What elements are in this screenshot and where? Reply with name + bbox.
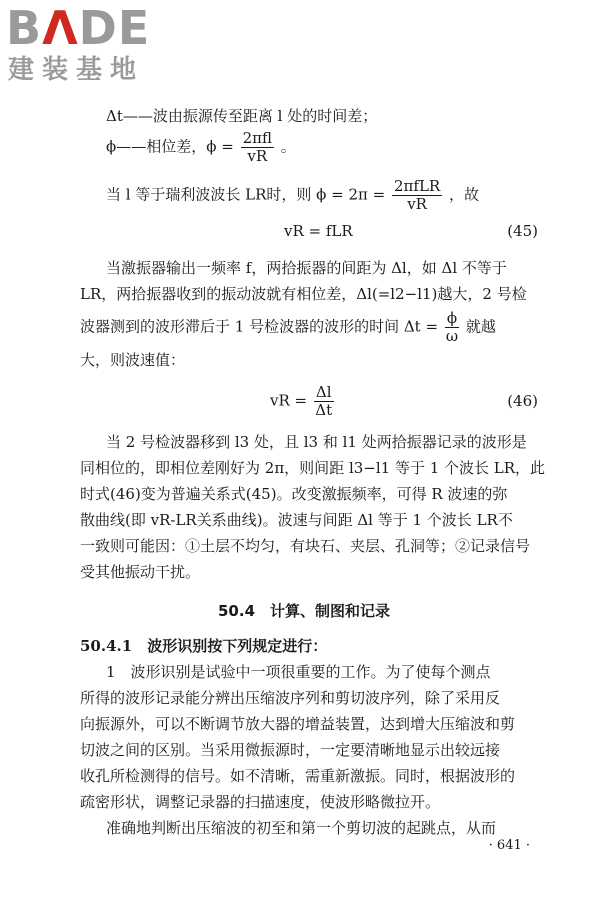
definition-delta-t: Δt——波由振源传至距离 l 处的时间差；: [106, 107, 378, 125]
paragraph-2-line-1: 当激振器输出一频率 f，两拾振器的间距为 Δl，如 Δl 不等于: [106, 259, 507, 277]
clause-50-4-1: 50.4.1 波形识别按下列规定进行：: [80, 637, 328, 655]
clause-text-line-4: 切波之间的区别。当采用微振源时，一定要清晰地显示出较远接: [80, 741, 501, 759]
clause-text-line-1: 1 波形识别是试验中一项很重要的工作。为了使每个测点: [106, 663, 491, 681]
clause-text-line-2: 所得的波形记录能分辨出压缩波序列和剪切波序列，除了采用反: [80, 689, 501, 707]
delay-text: 波器测到的波形滞后于 1 号检波器的波形的时间 Δt =: [80, 317, 439, 336]
delay-fraction: [445, 310, 459, 345]
paragraph-3-line-6: 受其他振动干扰。: [80, 563, 201, 581]
paragraph-3-line-3: 时式(46)变为普遍关系式(45)。改变激振频率，可得 R 波速的弥: [80, 485, 508, 503]
clause-text-line-5: 收孔所检测得的信号。如不清晰，需重新激振。同时，根据波形的: [80, 767, 516, 785]
delay-end: 就越: [465, 317, 496, 336]
paragraph-2-line-4: 大，则波速值：: [80, 351, 186, 369]
equation-45-number: (45): [507, 222, 538, 240]
paragraph-2-line-2: LR，两拾振器收到的振动波就有相位差，Δl(=l2−l1)越大，2 号检: [80, 285, 527, 303]
rayleigh-fraction: [392, 178, 442, 213]
rayleigh-denominator: vR: [407, 195, 427, 213]
page-number: · 641 ·: [488, 838, 530, 853]
section-heading-50-4: 50.4 计算、制图和记录: [218, 602, 391, 620]
equation-46-number: (46): [507, 392, 538, 410]
paragraph-3-line-4: 散曲线(即 vR-LR关系曲线)。波速与间距 Δl 等于 1 个波长 LR不: [80, 511, 513, 529]
phi-denominator: vR: [247, 147, 268, 165]
eq46-fraction: [314, 384, 334, 419]
phi-text: ϕ——相位差，ϕ =: [106, 137, 234, 156]
rayleigh-numerator: 2πfLR: [393, 177, 441, 195]
delay-numerator: ϕ: [446, 309, 458, 327]
rayleigh-condition: [106, 178, 479, 213]
equation-46: [270, 384, 336, 419]
logo-letters: BΛDE: [6, 1, 151, 55]
clause-text-line-6: 疏密形状，调整记录器的扫描速度，使波形略微拉开。: [80, 793, 441, 811]
phi-numerator: 2πfl: [242, 129, 272, 147]
paragraph-3-line-5: 一致则可能因：①土层不均匀，有块石、夹层、孔洞等；②记录信号: [80, 537, 531, 555]
phi-fraction: [241, 130, 274, 165]
rayleigh-text: 当 l 等于瑞利波波长 LR时，则 ϕ = 2π =: [106, 185, 386, 204]
clause-text-line-3: 向振源外，可以不断调节放大器的增益装置，达到增大压缩波和剪: [80, 715, 516, 733]
paragraph-2-line-3: [80, 310, 496, 345]
eq46-denominator: Δt: [315, 401, 333, 419]
paragraph-3-line-1: 当 2 号检波器移到 l3 处，且 l3 和 l1 处两拾振器记录的波形是: [106, 433, 527, 451]
paragraph-3-line-2: 同相位的，即相位差刚好为 2π，则间距 l3−l1 等于 1 个波长 LR，此: [80, 459, 546, 477]
definition-phi: [106, 130, 296, 165]
rayleigh-end: ，故: [448, 185, 479, 204]
eq46-numerator: Δl: [315, 383, 332, 401]
bade-logo: [6, 1, 186, 88]
eq46-lhs: vR =: [270, 391, 308, 410]
phi-end: 。: [280, 137, 296, 156]
equation-45: vR = fLR: [284, 222, 353, 240]
clause-text-line-7: 准确地判断出压缩波的初至和第一个剪切波的起跳点，从而: [106, 819, 497, 837]
logo-subtitle: 建装基地: [8, 55, 145, 85]
delay-denominator: ω: [445, 327, 459, 345]
